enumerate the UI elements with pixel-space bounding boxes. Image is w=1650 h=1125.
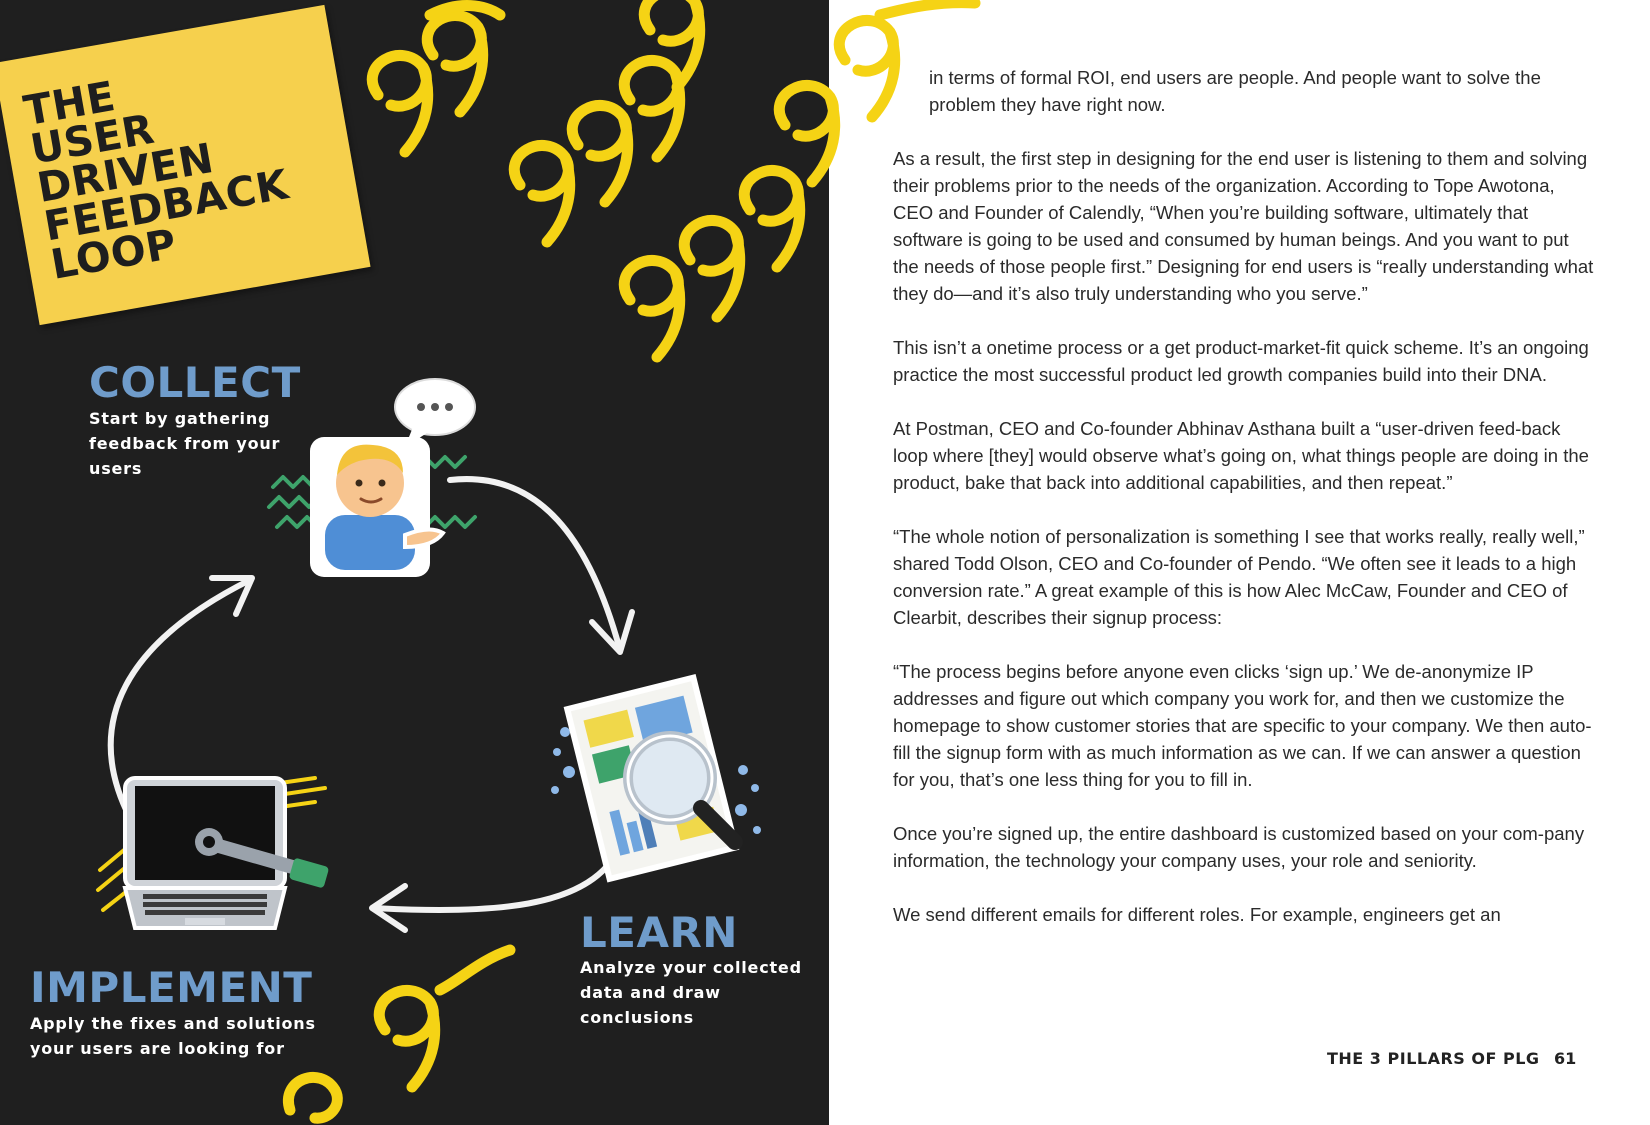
learn-description: Analyze your collected data and draw conclusions xyxy=(580,958,802,1027)
right-page xyxy=(829,0,1650,1125)
paragraph: We send different emails for different roles. For example, engineers get an xyxy=(893,904,1501,925)
speech-bubble-icon xyxy=(395,379,475,447)
laptop-icon xyxy=(95,770,345,945)
collect-heading: COLLECT xyxy=(89,358,301,407)
collect-description: Start by gathering feedback from your users xyxy=(89,409,281,478)
paragraph: in terms of formal ROI, end users are people. And people want to solve the problem they have right now. xyxy=(929,67,1541,115)
document-chart-icon xyxy=(545,670,775,885)
learn-heading: LEARN xyxy=(580,908,738,957)
body-text xyxy=(893,64,1599,955)
page-title: THE USER DRIVEN FEEDBACK LOOP xyxy=(20,71,292,289)
page-number: 61 xyxy=(1554,1049,1577,1068)
implement-heading: IMPLEMENT xyxy=(30,963,313,1012)
paragraph: “The whole notion of personalization is something I see that works really, really well,” shared Todd Olson, CEO and Co-founder of Pendo. “We often see it leads to a high conversion rate.” A great example of this is how Alec McCaw, Founder and CEO of Clearbit, describes their signup process: xyxy=(893,526,1585,628)
paragraph: “The process begins before anyone even clicks ‘sign up.’ We de-anonymize IP addresses and figure out which company you work for, and then we customize the homepage to show customer stories that are specific to your company. We then auto-fill the signup form with as much information as we can. If we can answer a question for you, that’s one less thing for you to fill in. xyxy=(893,661,1592,790)
paragraph: At Postman, CEO and Co-founder Abhinav Asthana built a “user-driven feed-back loop where [they] would observe what’s going on, what things people are doing in the product, bake that back into additional capabilities, and then repeat.” xyxy=(893,418,1589,493)
paragraph: This isn’t a onetime process or a get product-market-fit quick scheme. It’s an ongoing practice the most successful product led growth companies build into their DNA. xyxy=(893,337,1589,385)
running-footer: THE 3 PILLARS OF PLG xyxy=(1327,1049,1540,1068)
implement-description: Apply the fixes and solutions your users are looking for xyxy=(30,1014,316,1058)
paragraph: As a result, the first step in designing for the end user is listening to them and solving their problems prior to the needs of the organization. According to Tope Awotona, CEO and Founder of Calendly, “When you’re building software, ultimately that software is going to be used and consumed by human beings. And you want to put the needs of those people first.” Designing for end users is “really understanding what they do—and it’s also truly understanding who you serve.” xyxy=(893,148,1594,304)
paragraph: Once you’re signed up, the entire dashboard is customized based on your com-pany information, the technology your company uses, your role and seniority. xyxy=(893,823,1585,871)
